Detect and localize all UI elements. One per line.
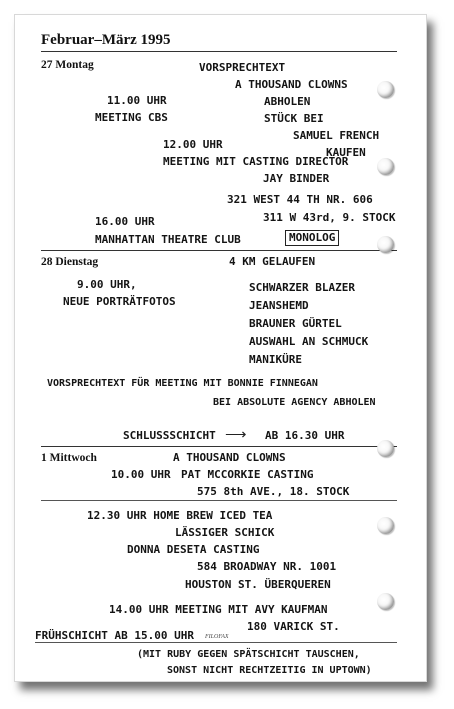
binder-hole-icon — [377, 440, 394, 457]
arrow-icon: ⟶ — [225, 426, 247, 443]
note-line: BRAUNER GÜRTEL — [249, 317, 342, 330]
note-line: 16.00 UHR — [95, 215, 155, 228]
bottom-rule — [35, 642, 397, 643]
note-line: ABHOLEN — [264, 95, 311, 108]
note-line: 14.00 UHR MEETING MIT AVY KAUFMAN — [109, 603, 328, 616]
note-line: 311 W 43rd, 9. STOCK — [263, 211, 396, 224]
note-line: JAY BINDER — [263, 172, 330, 185]
note-line: 11.00 UHR — [107, 94, 167, 107]
note-line: (MIT RUBY GEGEN SPÄTSCHICHT TAUSCHEN, — [137, 649, 360, 660]
note-line: SCHWARZER BLAZER — [249, 281, 355, 294]
note-line: STÜCK BEI — [264, 112, 324, 125]
note-line: AB 16.30 UHR — [265, 429, 345, 442]
day-label-montag: 27 Montag — [41, 59, 94, 71]
note-line: SONST NICHT RECHTZEITIG IN UPTOWN) — [167, 665, 372, 676]
note-line: 10.00 UHR — [111, 468, 171, 481]
note-line: 321 WEST 44 TH NR. 606 — [227, 193, 373, 206]
binder-hole-icon — [377, 158, 394, 175]
note-line: 4 KM GELAUFEN — [229, 255, 316, 268]
note-line: 180 VARICK ST. — [247, 620, 340, 633]
day-rule — [41, 446, 397, 447]
note-line: A THOUSAND CLOWNS — [173, 451, 286, 464]
brand-logo: FILOFAX — [205, 634, 229, 640]
note-line: DONNA DESETA CASTING — [127, 543, 260, 556]
planner-page — [14, 14, 427, 682]
note-line: MANIKÜRE — [249, 353, 302, 366]
note-line: 12.00 UHR — [163, 138, 223, 151]
monolog-box: MONOLOG — [285, 230, 339, 246]
note-line: VORSPRECHTEXT — [199, 61, 286, 74]
note-line: A THOUSAND CLOWNS — [235, 78, 348, 91]
note-line: AUSWAHL AN SCHMUCK — [249, 335, 369, 348]
day-label-mittwoch: 1 Mittwoch — [41, 452, 97, 464]
note-line: PAT MCCORKIE CASTING — [181, 468, 314, 481]
title-rule — [41, 51, 397, 52]
note-line: HOUSTON ST. ÜBERQUEREN — [185, 578, 331, 591]
binder-hole-icon — [377, 81, 394, 98]
binder-hole-icon — [377, 236, 394, 253]
note-line: 584 BROADWAY NR. 1001 — [197, 560, 337, 573]
note-line: 12.30 UHR HOME BREW ICED TEA — [87, 509, 273, 522]
note-line: LÄSSIGER SCHICK — [175, 526, 275, 539]
note-line: MEETING CBS — [95, 111, 168, 124]
note-line: MANHATTAN THEATRE CLUB — [95, 233, 241, 246]
note-line: MEETING MIT CASTING DIRECTOR — [163, 155, 349, 168]
binder-hole-icon — [377, 593, 394, 610]
note-line: JEANSHEMD — [249, 299, 309, 312]
day-rule — [41, 250, 397, 251]
note-line: 575 8th AVE., 18. STOCK — [197, 485, 350, 498]
page-title: Februar–März 1995 — [41, 32, 171, 48]
binder-hole-icon — [377, 517, 394, 534]
day-rule — [41, 500, 397, 501]
note-line: SAMUEL FRENCH — [293, 129, 380, 142]
note-line: BEI ABSOLUTE AGENCY ABHOLEN — [213, 397, 376, 408]
note-line: 9.00 UHR, — [77, 278, 137, 291]
note-line: KAUFEN — [326, 146, 366, 159]
day-label-dienstag: 28 Dienstag — [41, 256, 99, 268]
note-line: SCHLUSSSCHICHT — [123, 429, 216, 442]
note-line: NEUE PORTRÄTFOTOS — [63, 295, 176, 308]
note-line: FRÜHSCHICHT AB 15.00 UHR — [35, 629, 194, 642]
note-line: VORSPRECHTEXT FÜR MEETING MIT BONNIE FINNEGAN — [47, 378, 318, 389]
